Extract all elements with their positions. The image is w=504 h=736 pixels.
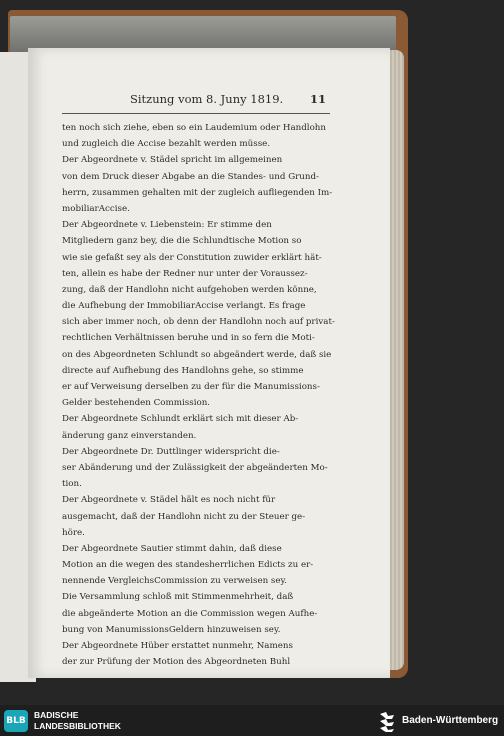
text-line: höre. (62, 527, 85, 538)
text-line: Motion an die wegen des standesherrlichen Edicts zu er- (62, 560, 314, 571)
bw-lions-icon (378, 710, 396, 732)
text-line: sich aber immer noch, ob denn der Handlohn noch auf privat- (62, 317, 335, 328)
library-name[interactable] (34, 710, 164, 732)
text-line: on des Abgeordneten Schlundt so abgeändert werde, daß sie (62, 349, 332, 360)
running-title: Sitzung vom 8. Juny 1819. (130, 92, 284, 106)
library-name-line2: LANDESBIBLIOTHEK (34, 721, 121, 731)
text-line: ser Abänderung und der Zulässigkeit der abgeänderten Mo- (62, 462, 328, 473)
text-line: Der Abgeordnete v. Liebenstein: Er stimme den (62, 220, 272, 231)
text-line: Der Abgeordnete v. Städel spricht im allgemeinen (62, 155, 283, 166)
text-line: die abgeänderte Motion an die Commission wegen Aufhe- (62, 608, 318, 619)
header-rule (62, 113, 330, 114)
text-line: die Aufhebung der ImmobiliarAccise verlangt. Es frage (62, 301, 306, 312)
library-name-line1: BADISCHE (34, 710, 79, 720)
text-line: er auf Verweisung derselben zu der für die Manumissions- (62, 382, 320, 392)
text-line: Der Abgeordnete Schlundt erklärt sich mit dieser Ab- (62, 414, 299, 425)
text-line: von dem Druck dieser Abgabe an die Standes- und Grund- (62, 171, 319, 182)
text-line: mobiliarAccise. (62, 203, 130, 214)
page-number: 11 (310, 92, 327, 106)
text-line: directe auf Aufhebung des Handlohns gehe, so stimme (62, 365, 304, 376)
text-line: herrn, zusammen gehalten mit der zugleich aufliegenden Im- (62, 187, 333, 198)
body-text (62, 120, 346, 670)
text-line: ausgemacht, daß der Handlohn nicht zu der Steuer ge- (62, 511, 306, 522)
text-line: ten, allein es habe der Redner nur unter der Voraussez- (62, 268, 308, 279)
text-line: Der Abgeordnete Hüber erstattet nunmehr, Namens (62, 641, 293, 651)
text-line: tion. (62, 479, 82, 490)
text-line: und zugleich die Accise bezahlt werden müsse. (62, 139, 271, 150)
blb-logo[interactable]: BLB (4, 710, 28, 732)
text-line: Der Abgeordnete Sautier stimmt dahin, daß diese (62, 543, 282, 554)
text-line: Der Abgeordnete Dr. Duttlinger widerspricht die- (62, 446, 280, 457)
text-line: bung von ManumissionsGeldern hinzuweisen sey. (62, 624, 281, 635)
text-line: Die Versammlung schloß mit Stimmenmehrheit, daß (62, 592, 294, 603)
text-line: Gelder bestehenden Commission. (62, 398, 211, 409)
text-line: wie sie gefaßt sey als der Constitution zuwider erklärt hät- (62, 252, 322, 263)
text-line: zung, daß der Handlohn nicht aufgehoben werden könne, (62, 284, 317, 295)
text-line: ten noch sich ziehe, eben so ein Laudemium oder Handlohn (62, 123, 326, 133)
text-line: Mitgliedern ganz bey, die die Schlundtische Motion so (62, 236, 302, 247)
text-line: der zur Prüfung der Motion des Abgeordneten Buhl (62, 657, 291, 668)
page-block-edge (388, 50, 404, 670)
bw-name[interactable]: Baden-Württemberg (402, 715, 499, 726)
text-line: nennende VergleichsCommission zu verweisen sey. (62, 576, 288, 587)
text-line: änderung ganz einverstanden. (62, 430, 197, 441)
text-line: Der Abgeordnete v. Städel hält es noch nicht für (62, 495, 276, 506)
text-line: rechtlichen Verhältnissen beruhe und in so fern die Moti- (62, 333, 315, 344)
